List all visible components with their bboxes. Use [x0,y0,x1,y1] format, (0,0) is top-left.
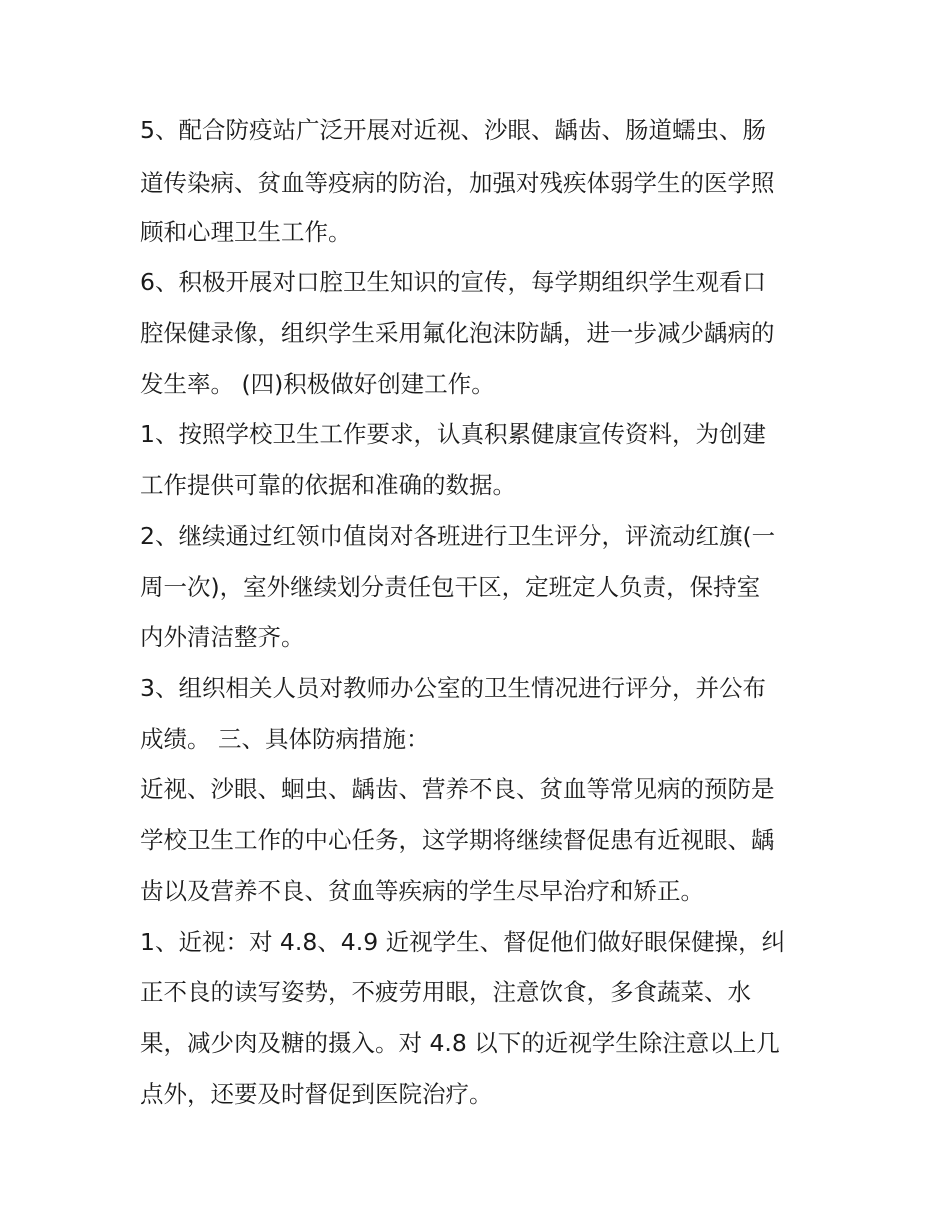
text-line: 正不良的读写姿势，不疲劳用眼，注意饮食，多食蔬菜、水 [140,978,751,1006]
text-line: 1、近视：对 4.8、4.9 近视学生、督促他们做好眼保健操，纠 [140,928,786,956]
text-line: 学校卫生工作的中心任务，这学期将继续督促患有近视眼、龋 [140,826,775,854]
text-line: 6、积极开展对口腔卫生知识的宣传，每学期组织学生观看口 [140,268,766,296]
text-line: 果，减少肉及糖的摄入。对 4.8 以下的近视学生除注意以上几 [140,1029,780,1057]
text-line: 内外清洁整齐。 [140,623,305,651]
text-line: 周一次)，室外继续划分责任包干区，定班定人负责，保持室 [140,573,761,601]
text-line: 点外，还要及时督促到医院治疗。 [140,1080,493,1108]
text-line: 腔保健录像，组织学生采用氟化泡沫防龋，进一步减少龋病的 [140,319,775,347]
text-line: 道传染病、贫血等疫病的防治，加强对残疾体弱学生的医学照 [140,169,775,197]
text-line: 5、配合防疫站广泛开展对近视、沙眼、龋齿、肠道蠕虫、肠 [140,116,766,144]
text-line: 近视、沙眼、蛔虫、龋齿、营养不良、贫血等常见病的预防是 [140,775,775,803]
text-line: 成绩。 三、具体防病措施： [140,725,430,753]
text-line: 1、按照学校卫生工作要求，认真积累健康宣传资料，为创建 [140,420,766,448]
text-line: 齿以及营养不良、贫血等疾病的学生尽早治疗和矫正。 [140,877,704,905]
text-line: 3、组织相关人员对教师办公室的卫生情况进行评分，并公布 [140,674,766,702]
text-line: 顾和心理卫生工作。 [140,218,352,246]
text-line: 发生率。 (四)积极做好创建工作。 [140,370,495,398]
text-line: 2、继续通过红领巾值岗对各班进行卫生评分，评流动红旗(一 [140,522,776,550]
text-line: 工作提供可靠的依据和准确的数据。 [140,471,516,499]
